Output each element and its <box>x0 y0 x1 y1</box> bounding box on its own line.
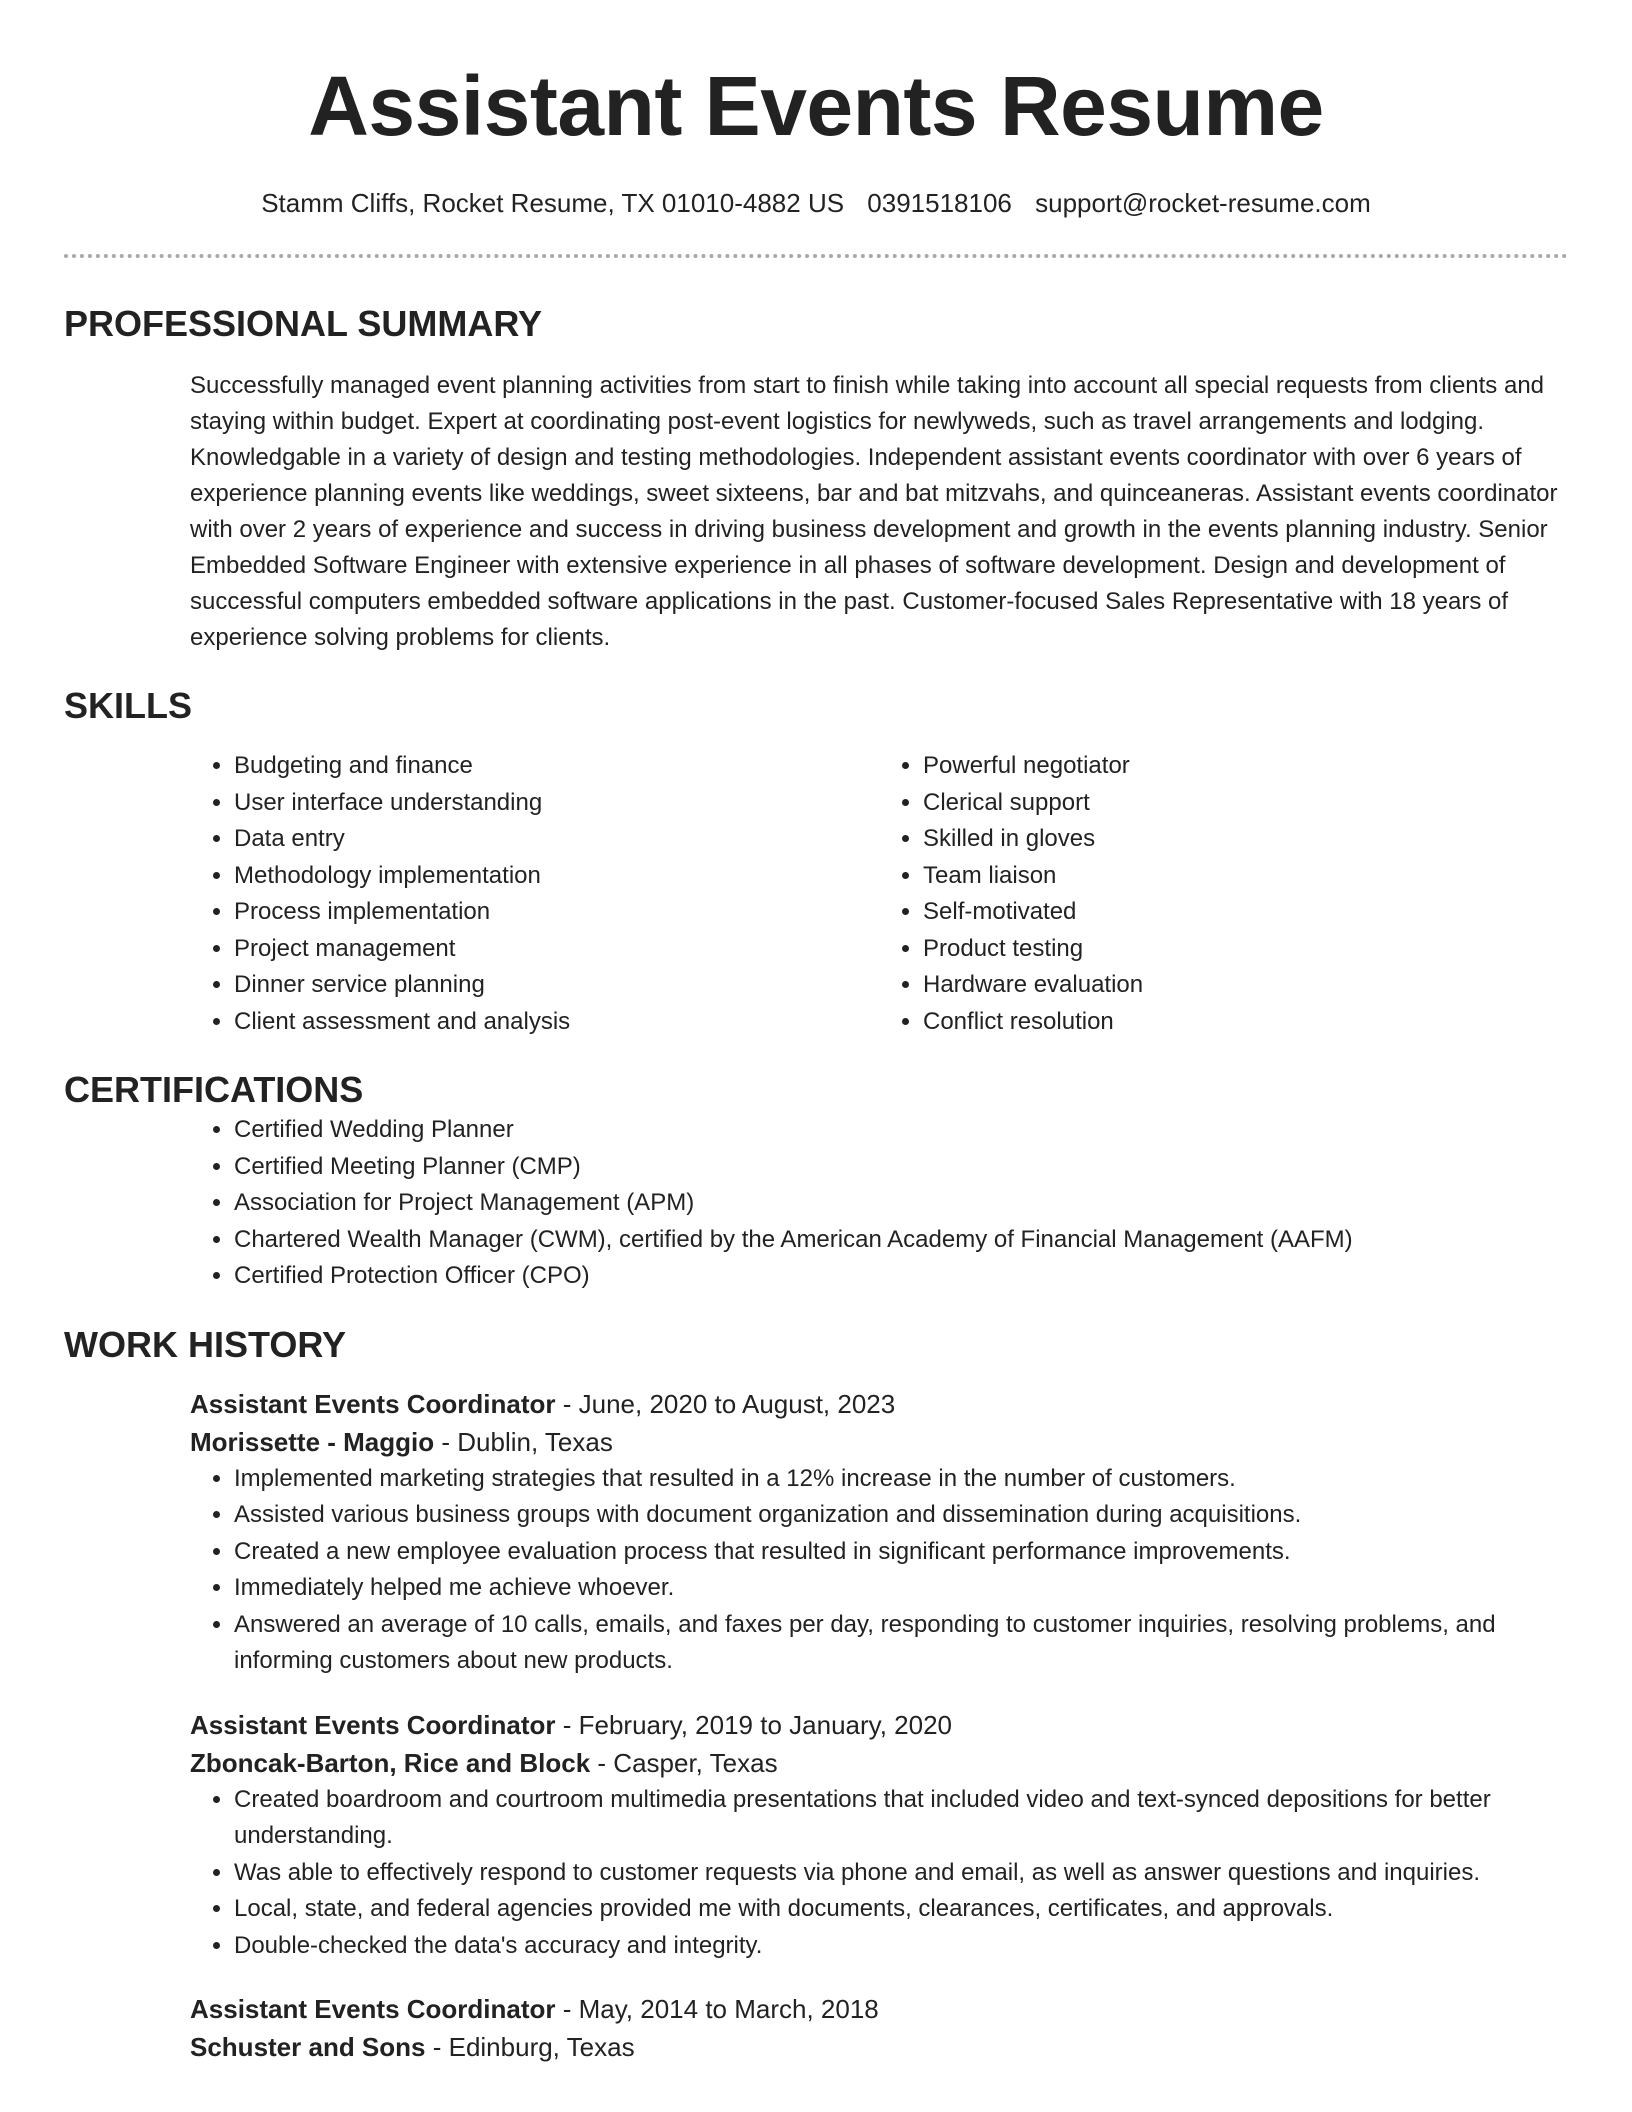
job-title-line <box>190 1385 1568 1423</box>
job-bullet: • Immediately helped me achieve whoever. <box>234 1570 1568 1607</box>
job-company-line <box>190 1423 1568 1461</box>
skill-item: • Self-motivated <box>923 894 1568 931</box>
job-dates: - June, 2020 to August, 2023 <box>555 1388 896 1419</box>
job-company-line <box>190 2028 1568 2066</box>
skill-item: • Product testing <box>923 931 1568 968</box>
job-company: Morissette - Maggio <box>190 1426 435 1457</box>
certification-item: • Certified Wedding Planner <box>234 1112 1568 1149</box>
job-location: - Dublin, Texas <box>434 1426 613 1457</box>
job-dates: - May, 2014 to March, 2018 <box>555 1994 879 2024</box>
header-divider <box>64 254 1568 258</box>
skill-item: • Powerful negotiator <box>923 748 1568 785</box>
skills-grid <box>190 748 1568 1040</box>
skill-item: • Hardware evaluation <box>923 967 1568 1004</box>
certification-item: • Certified Meeting Planner (CMP) <box>234 1149 1568 1186</box>
job-bullet: • Local, state, and federal agencies provided me with documents, clearances, certificates, and approvals. <box>234 1891 1568 1928</box>
skills-heading: SKILLS <box>64 685 193 726</box>
job-bullet: • Created a new employee evaluation process that resulted in significant performance improvements. <box>234 1534 1568 1571</box>
job-bullet: • Answered an average of 10 calls, emails, and faxes per day, responding to customer inquiries, resolving problems, and informing customers about new products. <box>234 1607 1568 1680</box>
summary-heading: PROFESSIONAL SUMMARY <box>64 303 543 344</box>
job-bullet-list <box>190 1782 1568 1965</box>
job-location: - Casper, Texas <box>590 1747 778 1778</box>
job-title: Assistant Events Coordinator <box>190 1994 556 2024</box>
summary-text: Successfully managed event planning activities from start to finish while taking into account all special requests from clients and staying within budget. Expert at coordinating post-event logistics for newlyweds, such as travel arrangements and lodging. Knowledgable in a variety of design and testing methodologies. Independent assistant events coordinator with over 6 years of experience planning events like weddings, sweet sixteens, bar and bat mitzvahs, and quinceaneras. Assistant events coordinator with over 2 years of experience and success in driving business development and growth in the events planning industry. Senior Embedded Software Engineer with extensive experience in all phases of software development. Design and development of successful computers embedded software applications in the past. Customer-focused Sales Representative with 18 years of experience solving problems for clients. <box>190 372 1558 651</box>
skill-item: • Clerical support <box>923 785 1568 822</box>
skill-item: • User interface understanding <box>234 785 879 822</box>
job-title: Assistant Events Coordinator <box>190 1709 556 1740</box>
contact-email: support@rocket-resume.com <box>1035 188 1371 218</box>
job-bullet-list <box>190 1461 1568 1680</box>
certifications-heading: CERTIFICATIONS <box>64 1069 364 1110</box>
resume-page <box>64 0 1568 2066</box>
job-entry <box>190 1385 1568 1680</box>
certifications-list <box>190 1112 1568 1295</box>
skill-item: • Dinner service planning <box>234 967 879 1004</box>
certification-item: • Association for Project Management (APM) <box>234 1185 1568 1222</box>
contact-address: Stamm Cliffs, Rocket Resume, TX 01010-4882 US <box>261 188 845 218</box>
job-entry <box>190 1706 1568 1965</box>
certification-item: • Chartered Wealth Manager (CWM), certified by the American Academy of Financial Management (AAFM) <box>234 1222 1568 1259</box>
job-bullet: • Created boardroom and courtroom multimedia presentations that included video and text-synced depositions for better understanding. <box>234 1782 1568 1855</box>
skill-item: • Conflict resolution <box>923 1004 1568 1041</box>
certification-item: • Certified Protection Officer (CPO) <box>234 1258 1568 1295</box>
job-company: Zboncak-Barton, Rice and Block <box>190 1747 591 1778</box>
contact-phone: 0391518106 <box>867 188 1012 218</box>
skill-item: • Skilled in gloves <box>923 821 1568 858</box>
job-bullet: • Assisted various business groups with document organization and dissemination during acquisitions. <box>234 1497 1568 1534</box>
skill-item: • Team liaison <box>923 858 1568 895</box>
job-location: - Edinburg, Texas <box>425 2032 635 2062</box>
skill-item: • Methodology implementation <box>234 858 879 895</box>
skill-item: • Budgeting and finance <box>234 748 879 785</box>
job-entry <box>190 1990 1568 2066</box>
job-title: Assistant Events Coordinator <box>190 1388 556 1419</box>
job-bullet: • Double-checked the data's accuracy and integrity. <box>234 1928 1568 1965</box>
job-bullet: • Was able to effectively respond to customer requests via phone and email, as well as answer questions and inquiries. <box>234 1855 1568 1892</box>
skill-item: • Client assessment and analysis <box>234 1004 879 1041</box>
job-bullet: • Implemented marketing strategies that resulted in a 12% increase in the number of customers. <box>234 1461 1568 1498</box>
job-company: Schuster and Sons <box>190 2032 426 2062</box>
job-company-line <box>190 1744 1568 1782</box>
skills-list-left <box>190 748 879 1040</box>
skill-item: • Project management <box>234 931 879 968</box>
resume-title: Assistant Events Resume <box>308 59 1324 153</box>
skill-item: • Data entry <box>234 821 879 858</box>
skill-item: • Process implementation <box>234 894 879 931</box>
job-title-line <box>190 1990 1568 2028</box>
work-history-heading: WORK HISTORY <box>64 1323 347 1365</box>
contact-line <box>64 186 1568 220</box>
skills-list-right <box>879 748 1568 1040</box>
job-dates: - February, 2019 to January, 2020 <box>555 1709 953 1740</box>
job-title-line <box>190 1706 1568 1744</box>
